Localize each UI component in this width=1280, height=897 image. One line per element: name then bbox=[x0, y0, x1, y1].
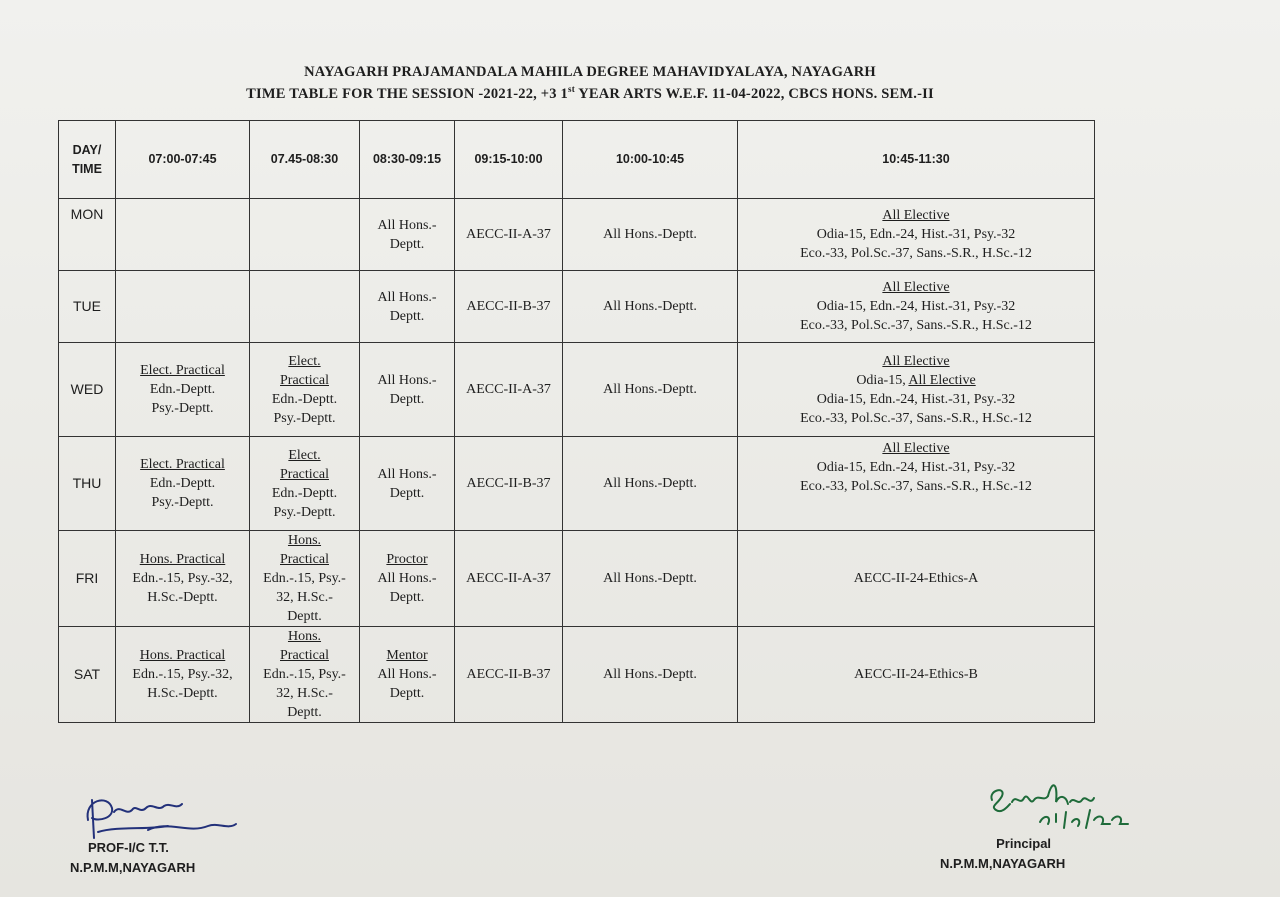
slot-cell: All Hons.-Deptt. bbox=[563, 271, 738, 343]
slot-cell: Hons. Practical Edn.-.15, Psy.-32, H.Sc.-Deptt. bbox=[116, 531, 250, 627]
slot-cell: Proctor All Hons.- Deptt. bbox=[360, 531, 455, 627]
day-cell: SAT bbox=[59, 627, 116, 723]
slot-cell: All Hons.- Deptt. bbox=[360, 343, 455, 437]
ethics-cell: AECC-II-24-Ethics-A bbox=[738, 531, 1095, 627]
col-header-0915: 09:15-10:00 bbox=[455, 121, 563, 199]
col-header-0745: 07.45-08:30 bbox=[250, 121, 360, 199]
slot-cell: All Hons.-Deptt. bbox=[563, 437, 738, 531]
col-header-1000: 10:00-10:45 bbox=[563, 121, 738, 199]
timetable bbox=[58, 120, 1095, 723]
right-signature bbox=[986, 776, 1146, 836]
day-cell: FRI bbox=[59, 531, 116, 627]
slot-cell: All Hons.-Deptt. bbox=[563, 199, 738, 271]
row-thu bbox=[59, 437, 1095, 531]
empty-cell bbox=[250, 271, 360, 343]
slot-cell: All Hons.- Deptt. bbox=[360, 437, 455, 531]
elective-cell: All Elective Odia-15, Edn.-24, Hist.-31, Psy.-32 Eco.-33, Pol.Sc.-37, Sans.-S.R., H.Sc.-12 bbox=[738, 437, 1095, 531]
slot-cell: Elect. Practical Edn.-Deptt. Psy.-Deptt. bbox=[250, 437, 360, 531]
slot-cell: All Hons.-Deptt. bbox=[563, 531, 738, 627]
right-signatory-title: Principal bbox=[996, 836, 1052, 851]
slot-cell: All Hons.- Deptt. bbox=[360, 271, 455, 343]
day-cell: THU bbox=[59, 437, 116, 531]
slot-cell: AECC-II-B-37 bbox=[455, 627, 563, 723]
slot-cell: Hons. Practical Edn.-.15, Psy.- 32, H.Sc.- Deptt. bbox=[250, 627, 360, 723]
right-signatory bbox=[940, 834, 1065, 874]
day-cell: WED bbox=[59, 343, 116, 437]
left-signatory bbox=[70, 838, 195, 878]
slot-cell: Hons. Practical Edn.-.15, Psy.-32, H.Sc.-Deptt. bbox=[116, 627, 250, 723]
empty-cell bbox=[116, 271, 250, 343]
elective-cell: All Elective Odia-15, Edn.-24, Hist.-31, Psy.-32 Eco.-33, Pol.Sc.-37, Sans.-S.R., H.Sc.-12 bbox=[738, 199, 1095, 271]
slot-cell: Mentor All Hons.- Deptt. bbox=[360, 627, 455, 723]
row-mon bbox=[59, 199, 1095, 271]
slot-cell: Elect. Practical Edn.-Deptt. Psy.-Deptt. bbox=[116, 437, 250, 531]
elective-cell: All Elective Odia-15, All Elective Odia-15, Edn.-24, Hist.-31, Psy.-32 Eco.-33, Pol.Sc.-37, Sans.-S.R., H.Sc.-12 bbox=[738, 343, 1095, 437]
slot-cell: AECC-II-A-37 bbox=[455, 343, 563, 437]
slot-cell: AECC-II-A-37 bbox=[455, 531, 563, 627]
ethics-cell: AECC-II-24-Ethics-B bbox=[738, 627, 1095, 723]
col-header-0830: 08:30-09:15 bbox=[360, 121, 455, 199]
row-tue bbox=[59, 271, 1095, 343]
day-time-header: DAY/ TIME bbox=[59, 121, 116, 199]
right-signatory-org: N.P.M.M,NAYAGARH bbox=[940, 856, 1066, 871]
row-wed bbox=[59, 343, 1095, 437]
slot-cell: Hons. Practical Edn.-.15, Psy.- 32, H.Sc.- Deptt. bbox=[250, 531, 360, 627]
slot-cell: AECC-II-B-37 bbox=[455, 437, 563, 531]
slot-cell: Elect. Practical Edn.-Deptt. Psy.-Deptt. bbox=[250, 343, 360, 437]
row-sat bbox=[59, 627, 1095, 723]
slot-cell: AECC-II-A-37 bbox=[455, 199, 563, 271]
elective-cell: All Elective Odia-15, Edn.-24, Hist.-31, Psy.-32 Eco.-33, Pol.Sc.-37, Sans.-S.R., H.Sc.-12 bbox=[738, 271, 1095, 343]
slot-cell: AECC-II-B-37 bbox=[455, 271, 563, 343]
col-header-1045: 10:45-11:30 bbox=[738, 121, 1095, 199]
row-fri bbox=[59, 531, 1095, 627]
empty-cell bbox=[116, 199, 250, 271]
day-cell: TUE bbox=[59, 271, 116, 343]
day-cell: MON bbox=[59, 199, 116, 271]
left-signatory-title: PROF-I/C T.T. bbox=[88, 840, 169, 855]
empty-cell bbox=[250, 199, 360, 271]
slot-cell: All Hons.-Deptt. bbox=[563, 343, 738, 437]
slot-cell: Elect. Practical Edn.-Deptt. Psy.-Deptt. bbox=[116, 343, 250, 437]
left-signatory-org: N.P.M.M,NAYAGARH bbox=[70, 860, 196, 875]
header-row bbox=[59, 121, 1095, 199]
slot-cell: All Hons.- Deptt. bbox=[360, 199, 455, 271]
college-title: NAYAGARH PRAJAMANDALA MAHILA DEGREE MAHAVIDYALAYA, NAYAGARH bbox=[304, 64, 876, 80]
col-header-0700: 07:00-07:45 bbox=[116, 121, 250, 199]
timetable-subtitle: TIME TABLE FOR THE SESSION -2021-22, +3 1st YEAR ARTS W.E.F. 11-04-2022, CBCS HONS. SEM.-II bbox=[246, 84, 934, 102]
slot-cell: All Hons.-Deptt. bbox=[563, 627, 738, 723]
